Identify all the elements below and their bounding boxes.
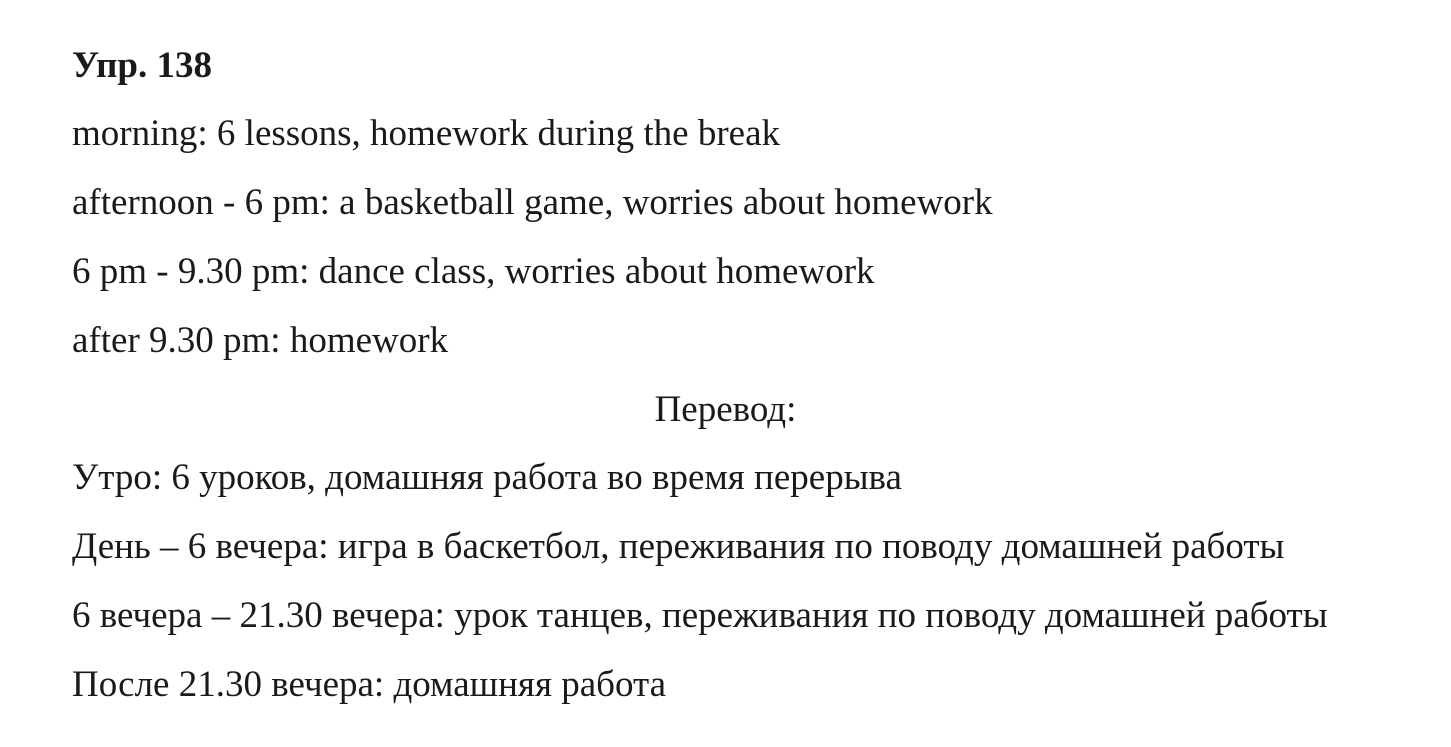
english-line-night: after 9.30 pm: homework [72, 320, 449, 361]
russian-line-afternoon: День – 6 вечера: игра в баскетбол, переживания по поводу домашней работы [72, 526, 1285, 567]
russian-line-evening: 6 вечера – 21.30 вечера: урок танцев, переживания по поводу домашней работы [72, 595, 1328, 636]
english-line-morning: morning: 6 lessons, homework during the break [72, 113, 781, 154]
russian-line-morning: Утро: 6 уроков, домашняя работа во время перерыва [72, 457, 902, 498]
english-line-afternoon: afternoon - 6 pm: a basketball game, worries about homework [72, 182, 993, 223]
translation-heading: Перевод: [654, 389, 797, 430]
english-line-evening: 6 pm - 9.30 pm: dance class, worries about homework [72, 251, 875, 292]
russian-line-night: После 21.30 вечера: домашняя работа [72, 664, 667, 705]
exercise-title: Упр. 138 [72, 45, 213, 86]
